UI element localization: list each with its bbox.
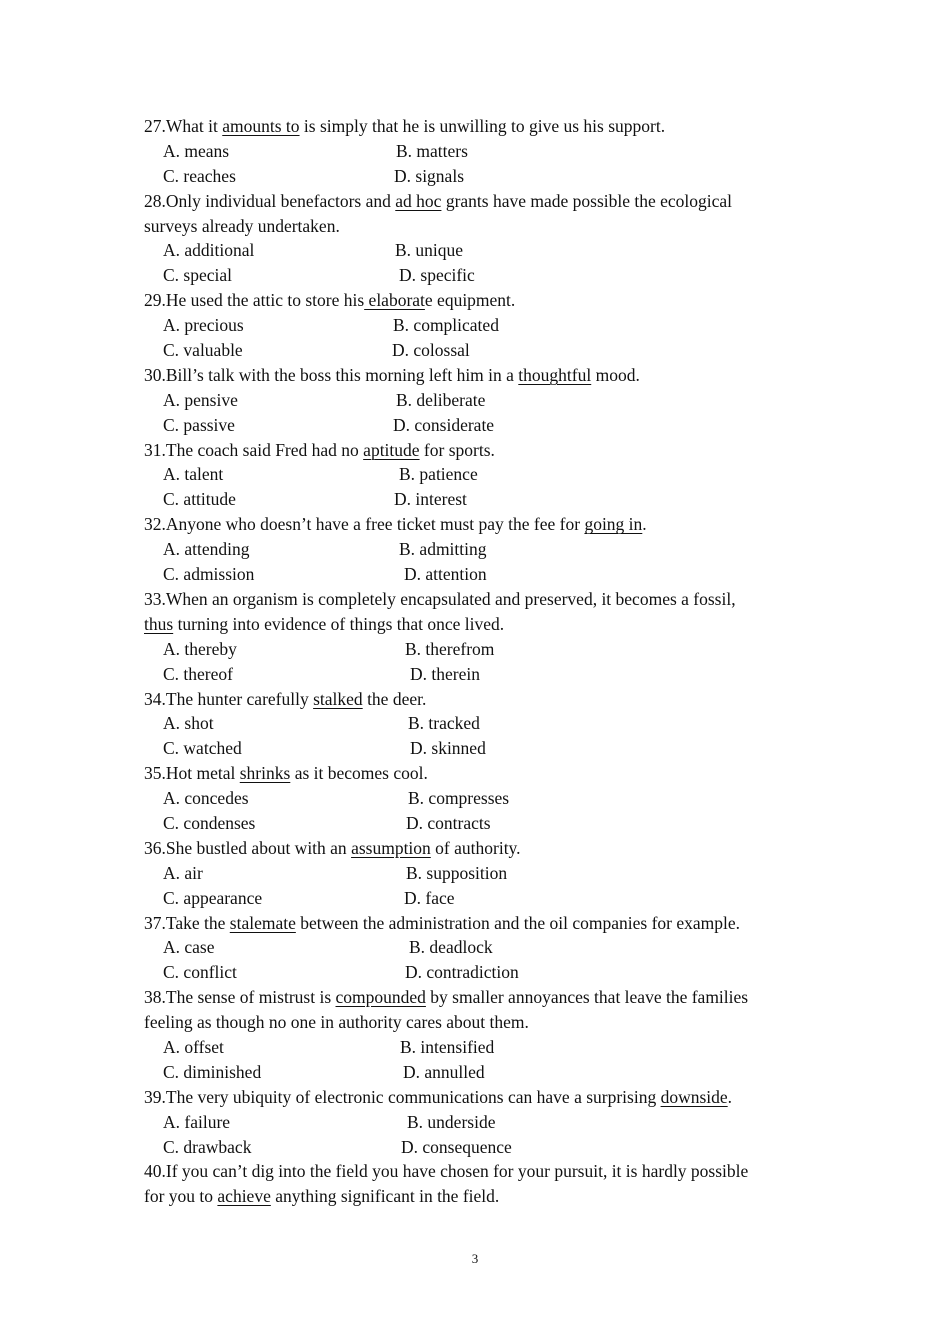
underlined-term: aptitude [363,439,420,460]
question-list [144,114,814,1209]
option-b: B. compresses [408,788,510,809]
question-36: 36.She bustled about with an assumption of authority. [144,837,521,858]
underlined-term: thoughtful [518,364,592,385]
option-c: C. drawback [163,1136,252,1157]
underlined-term: going in [584,514,643,535]
option-d: D. consequence [401,1136,512,1157]
option-d: D. colossal [392,340,470,361]
question-34: 34.The hunter carefully stalked the deer. [144,688,427,709]
option-b: B. deadlock [409,937,493,958]
question-28-continued: surveys already undertaken. [144,215,340,236]
option-b: B. matters [396,140,468,161]
option-c: C. reaches [163,165,236,186]
option-b: B. admitting [399,539,487,560]
options-row [144,139,814,164]
option-d: D. skinned [410,738,486,759]
option-b: B. underside [407,1111,496,1132]
page-number: 3 [471,1251,479,1266]
options-row [144,462,814,487]
question-33: 33.When an organism is completely encapsulated and preserved, it becomes a fossil, [144,588,736,609]
option-b: B. complicated [393,315,499,336]
option-d: D. annulled [403,1061,485,1082]
option-d: D. contradiction [405,962,519,983]
options-row [144,811,814,836]
underlined-term: shrinks [239,763,291,784]
option-a: A. offset [163,1036,224,1057]
question-32: 32.Anyone who doesn’t have a free ticket must pay the fee for going in. [144,514,647,535]
option-a: A. means [163,140,230,161]
option-c: C. thereof [163,663,233,684]
question-40-continued: for you to achieve anything significant in the field. [144,1186,500,1207]
option-a: A. failure [163,1111,231,1132]
option-b: B. supposition [406,862,508,883]
question-31: 31.The coach said Fred had no aptitude for sports. [144,439,495,460]
question-28: 28.Only individual benefactors and ad hoc grants have made possible the ecological [144,190,733,211]
option-c: C. conflict [163,962,237,983]
options-row [144,562,814,587]
option-d: D. signals [394,165,464,186]
underlined-term: thus [144,613,174,634]
options-row [144,1035,814,1060]
option-c: C. admission [163,564,255,585]
options-row [144,263,814,288]
option-d: D. face [404,887,455,908]
underlined-term: downside [660,1086,728,1107]
options-row [144,861,814,886]
option-b: B. tracked [408,713,480,734]
options-row [144,662,814,687]
underlined-term: compounded [335,987,426,1008]
question-39: 39.The very ubiquity of electronic communications can have a surprising downside. [144,1086,733,1107]
options-row [144,1110,814,1135]
underlined-term: amounts to [222,116,300,136]
question-38-continued: feeling as though no one in authority cares about them. [144,1012,529,1033]
option-d: D. attention [404,564,487,585]
option-b: B. patience [399,464,478,485]
option-a: A. air [163,862,203,883]
underlined-term: stalked [313,688,363,709]
underlined-term: ad hoc [395,190,442,211]
option-c: C. valuable [163,340,243,361]
options-row [144,413,814,438]
question-29: 29.He used the attic to store his elaborate equipment. [144,290,516,311]
option-c: C. diminished [163,1061,262,1082]
options-row [144,935,814,960]
question-30: 30.Bill’s talk with the boss this morning left him in a thoughtful mood. [144,364,640,385]
option-a: A. pensive [163,389,238,410]
option-a: A. concedes [163,788,249,809]
option-d: D. considerate [393,414,495,435]
option-c: C. passive [163,414,235,435]
options-row [144,960,814,985]
question-40: 40.If you can’t dig into the field you have chosen for your pursuit, it is hardly possible [144,1161,749,1182]
options-row [144,711,814,736]
option-c: C. watched [163,738,242,759]
option-a: A. thereby [163,638,237,659]
option-c: C. appearance [163,887,263,908]
options-row [144,736,814,761]
options-row [144,786,814,811]
options-row [144,487,814,512]
underlined-term: assumption [351,837,431,858]
option-b: B. deliberate [396,389,486,410]
question-38: 38.The sense of mistrust is compounded by smaller annoyances that leave the families [144,987,749,1008]
options-row [144,537,814,562]
option-d: D. therein [410,663,480,684]
option-b: B. unique [395,240,464,261]
option-a: A. case [163,937,215,958]
option-a: A. precious [163,315,244,336]
options-row [144,164,814,189]
option-a: A. additional [163,240,255,261]
question-27: 27.What it amounts to is simply that he is unwilling to give us his support. [144,116,666,136]
question-33-continued: thus turning into evidence of things that once lived. [144,613,505,634]
option-c: C. attitude [163,489,236,510]
option-b: B. therefrom [405,638,495,659]
options-row [144,637,814,662]
question-37: 37.Take the stalemate between the administration and the oil companies for example. [144,912,741,933]
options-row [144,388,814,413]
options-row [144,886,814,911]
option-a: A. attending [163,539,250,560]
option-d: D. interest [394,489,467,510]
option-a: A. talent [163,464,224,485]
options-row [144,338,814,363]
underlined-term: stalemate [229,912,296,933]
option-d: D. contracts [406,812,491,833]
option-b: B. intensified [400,1036,495,1057]
options-row [144,1060,814,1085]
options-row [144,1135,814,1160]
options-row [144,313,814,338]
option-d: D. specific [399,265,475,286]
question-35: 35.Hot metal shrinks as it becomes cool. [144,763,428,784]
option-a: A. shot [163,713,214,734]
options-row [144,238,814,263]
option-c: C. condenses [163,812,256,833]
option-c: C. special [163,265,233,286]
underlined-term: elaborat [364,290,425,311]
underlined-term: achieve [217,1186,271,1207]
